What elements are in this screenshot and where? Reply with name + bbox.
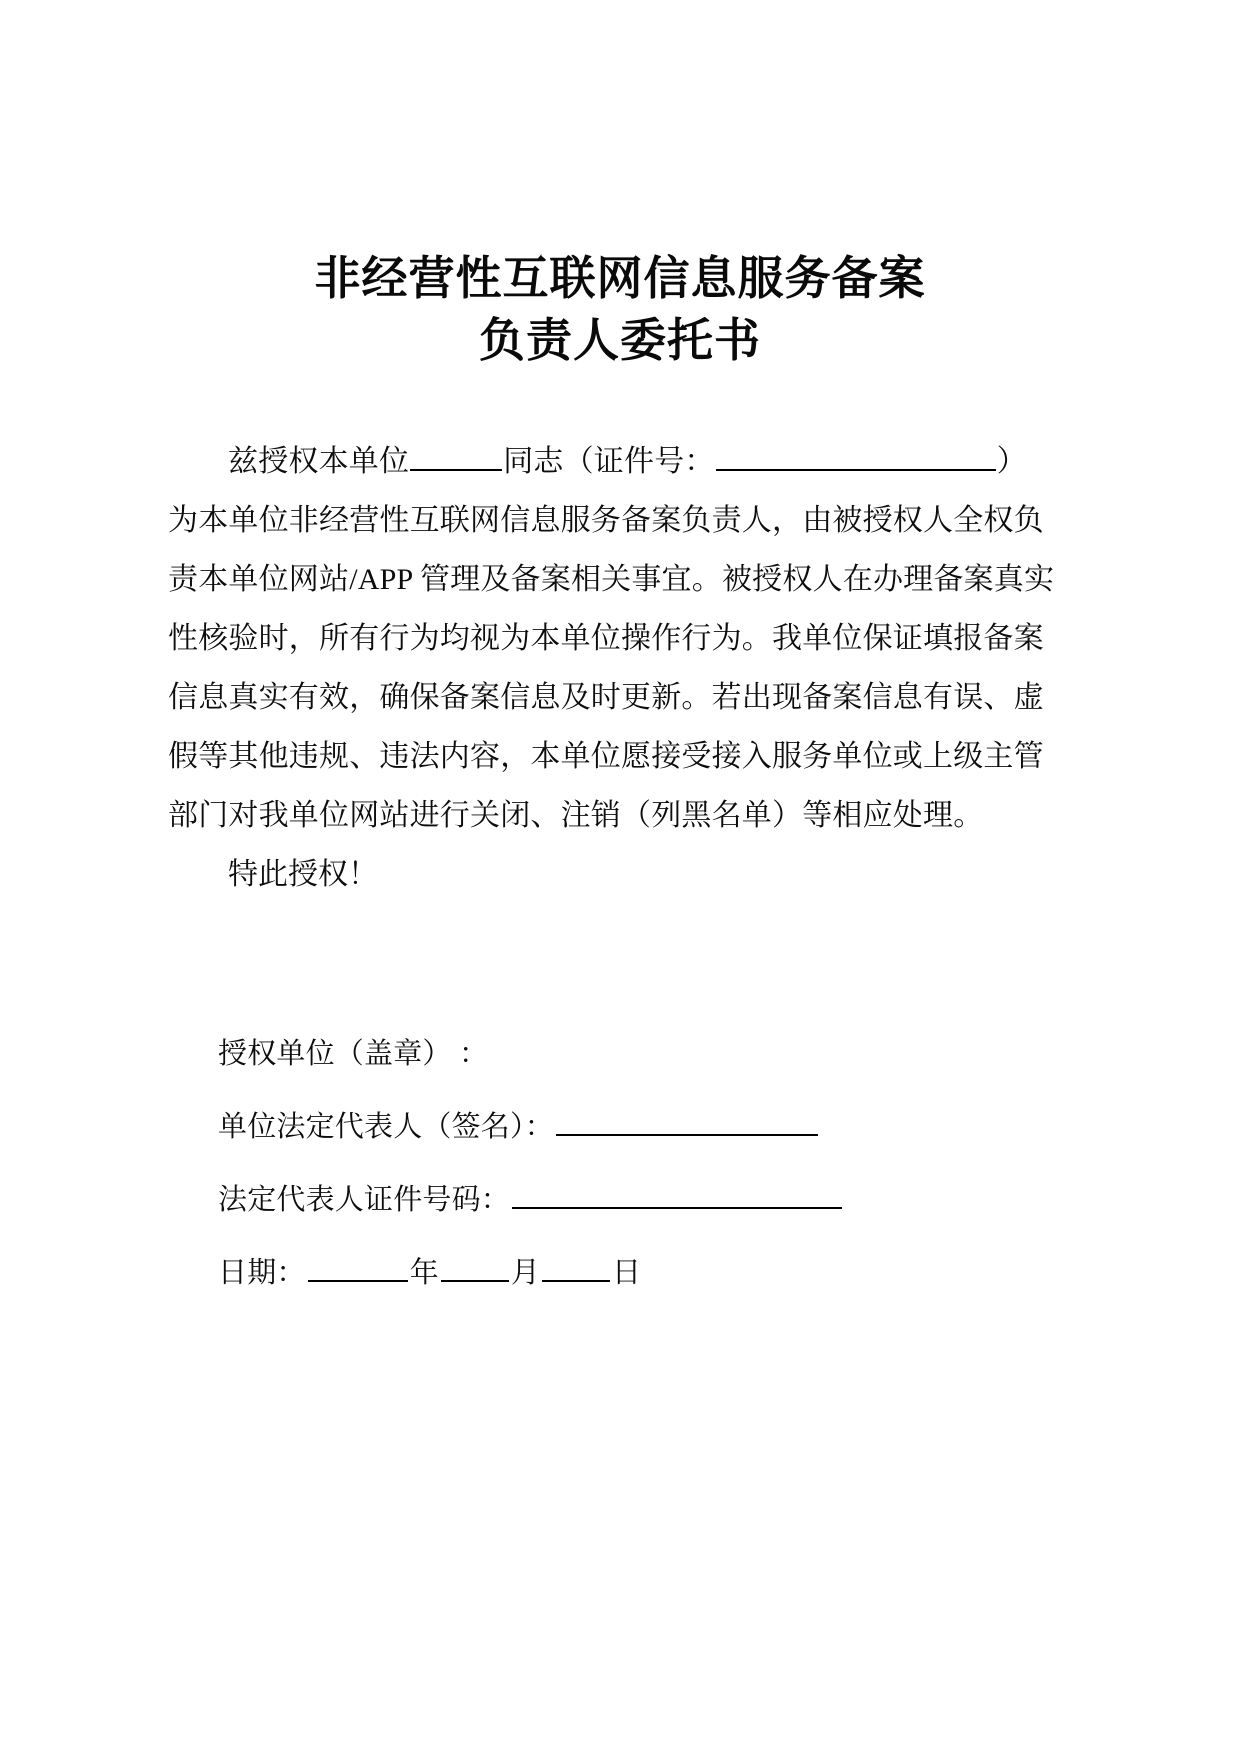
delegate-id-number-blank[interactable] xyxy=(716,442,996,471)
date-day-blank[interactable] xyxy=(542,1254,610,1282)
date-year-unit: 年 xyxy=(409,1257,439,1289)
delegate-name-blank[interactable] xyxy=(410,442,502,471)
date-month-blank[interactable] xyxy=(441,1254,509,1282)
legal-representative-id-row xyxy=(218,1164,1078,1237)
document-title xyxy=(0,248,1240,372)
date-row xyxy=(218,1237,1078,1310)
comrade-idno-text: 同志（证件号： xyxy=(503,445,715,478)
body-line-3: 责本单位网站/APP 管理及备案相关事宜。被授权人在办理备案真实 xyxy=(168,563,1055,596)
date-day-unit: 日 xyxy=(612,1257,642,1289)
title-line-1: 非经营性互联网信息服务备案 xyxy=(314,253,926,304)
date-label: 日期： xyxy=(218,1257,306,1289)
declaration-line: 特此授权！ xyxy=(228,858,378,891)
legal-representative-label: 单位法定代表人（签名）： xyxy=(218,1111,554,1143)
legal-representative-id-label: 法定代表人证件号码： xyxy=(218,1184,511,1216)
document-body xyxy=(168,432,1073,904)
body-line-7: 部门对我单位网站进行关闭、注销（列黑名单）等相应处理。 xyxy=(168,799,984,832)
legal-representative-id-blank[interactable] xyxy=(512,1181,842,1209)
authorizing-unit-row xyxy=(218,1018,1078,1091)
signature-block xyxy=(218,1018,1078,1310)
authorize-prefix-text: 兹授权本单位 xyxy=(228,445,410,478)
date-year-blank[interactable] xyxy=(308,1254,408,1282)
body-line-2: 为本单位非经营性互联网信息服务备案负责人，由被授权人全权负 xyxy=(168,504,1044,537)
title-line-2: 负责人委托书 xyxy=(479,315,761,366)
body-line-1 xyxy=(168,432,1073,491)
date-month-unit: 月 xyxy=(510,1257,541,1289)
close-paren-text: ） xyxy=(996,445,1027,478)
legal-representative-row xyxy=(218,1091,1078,1164)
legal-representative-signature-blank[interactable] xyxy=(556,1108,818,1136)
authorizing-unit-label: 授权单位（盖章） ： xyxy=(218,1038,489,1070)
body-line-5: 信息真实有效，确保备案信息及时更新。若出现备案信息有误、虚 xyxy=(168,681,1044,714)
body-line-6: 假等其他违规、违法内容，本单位愿接受接入服务单位或上级主管 xyxy=(168,740,1044,773)
body-line-4: 性核验时，所有行为均视为本单位操作行为。我单位保证填报备案 xyxy=(168,622,1044,655)
